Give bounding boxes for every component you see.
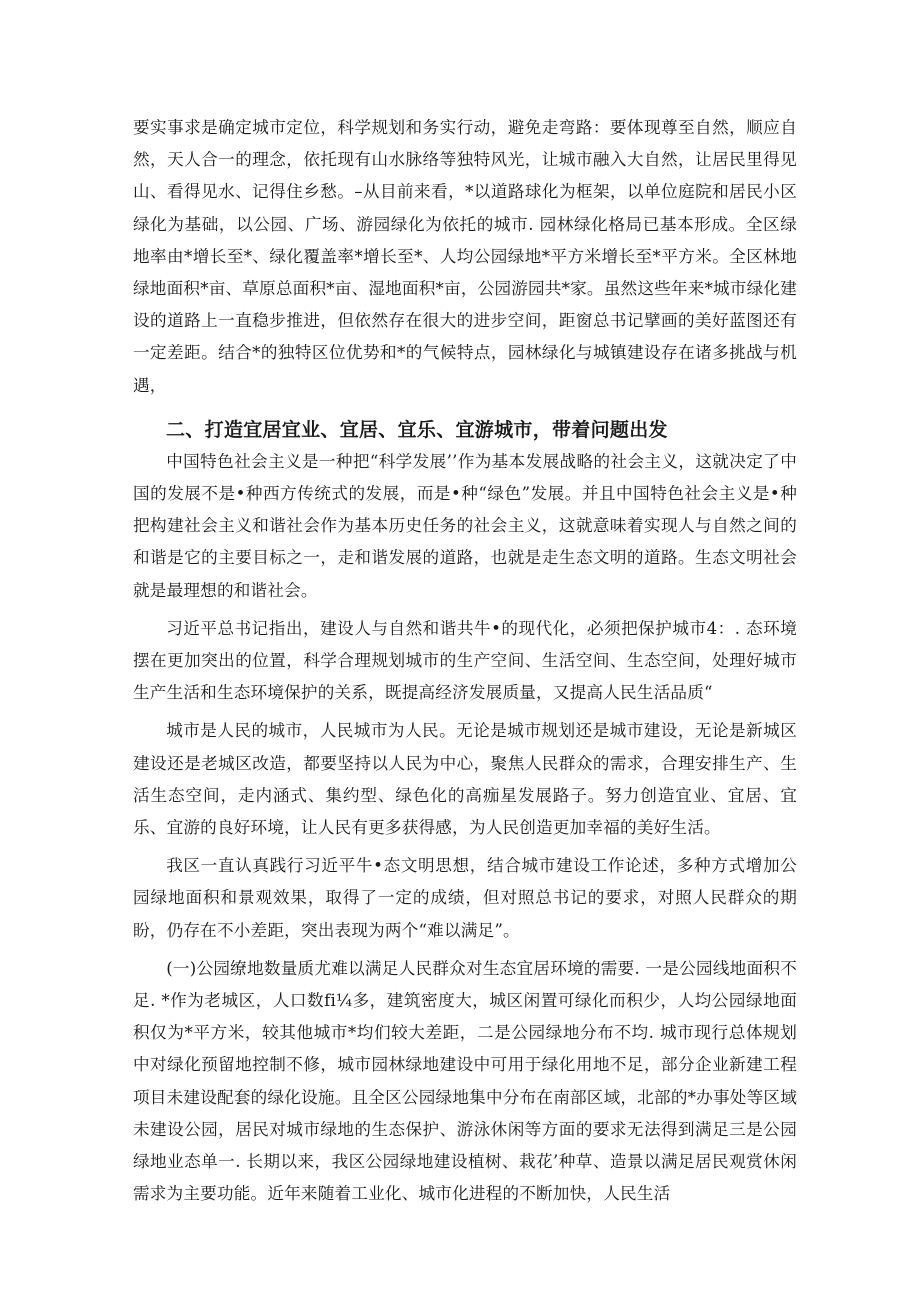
paragraph-intro: 要实事求是确定城市定位，科学规划和务实行动，避免走弯路：要体现尊至自然，顺应自然，天人合一的理念，依托现有山水脉络等独特风光，让城市融入大自然，让居民里得见山、看得见水、记得住乡愁。–从目前来看，*以道路球化为框架，以单位庭院和居民小区绿化为基础，以公园、广场、游园绿化为依托的城市. 园林绿化格局已基本形成。全区绿地率由*增长至*、绿化覆盖率*增长至*、人均公园绿地*平方米增长至*平方米。全区林地绿地面积*亩、草原总面积*亩、湿地面积*亩，公园游园共*家。虽然这些年来*城市绿化建设的道路上一直稳步推进，但依然存在很大的进步空间，距窗总书记擘画的美好蓝图还有一定差距。结合*的独特区位优势和*的气候特点，园林绿化与城镇建设存在诸多挑战与机遇， bbox=[133, 118, 797, 395]
spacer bbox=[133, 402, 797, 414]
document-body bbox=[133, 112, 797, 1211]
paragraph-park-greenland: (一)公园缭地数量质尤难以满足人民群众对生态宜居环境的需要. 一是公园线地面积不足. *作为老城区，人口数fi¼多，建筑密度大，城区闲置可绿化而积少，人均公园绿地面积仅为*平方米，较其他城市*均们较大差距，二是公园绿地分布不均. 城市现行总体规划中对绿化预留地控制不修，城市园林绿地建设中可用于绿化用地不足，部分企业新建工程项目未建设配套的绿化设施。且全区公园绿地集中分布在南部区域，北部的*办事处等区域未建设公园，居民对城市绿地的生态保护、游泳休闲等方面的要求无法得到满足三是公园绿地业态单一. 长期以来，我区公园绿地建设植树、栽花’种草、造景以满足居民观赏休闲需求为主要功能。近年来随着工业化、城市化进程的不断加快，人民生活 bbox=[133, 958, 797, 1204]
paragraph-socialism: 中国特色社会主义是一种把“科学发展’’作为基本发展战略的社会主义，这就决定了中国的发展不是•种西方传统式的发展，而是•种“绿色”发展。并且中国特色社会主义是•种把构建社会主义和谐社会作为基本历史任务的社会主义，这就意味着实现人与自然之间的和谐是它的主要目标之一，走和谐发展的道路，也就是走生态文明的道路。生态文明社会就是最理想的和谐社会。 bbox=[133, 451, 797, 600]
paragraph-district-practice: 我区一直认真践行习近平牛•态文明思想，结合城市建设工作论述，多种方式增加公园绿地面积和景观效果，取得了一定的成绩，但对照总书记的要求，对照人民群众的期盼，仍存在不小差距，突出表现为两个“难以满足”。 bbox=[133, 856, 797, 940]
paragraph-xi-quote: 习近平总书记指出，建设人与自然和谐共牛•的现代化，必须把保护城市4：. 态环境摆在更加突出的位置，科学合理规划城市的生产空间、生活空间、生态空间，处理好城市生产生活和生态环境保护的关系，既提高经济发展质量，又提高人民生活品质“ bbox=[133, 618, 797, 703]
section-heading: 二、打造宜居宜业、宜居、宜乐、宜游城市，带着问题出发 bbox=[166, 418, 668, 441]
paragraph-people-city: 城市是人民的城市，人民城市为人民。无论是城市规划还是城市建设，无论是新城区建设还是老城区改造，都要坚持以人民为中心，聚焦人民群众的需求，合理安排生产、生活生态空间，走内涵式、集约型、绿色化的高痂星发展路子。努力创造宜业、宜居、宜乐、宜游的良好环境，让人民有更多获得感，为人民创造更加幸福的美好生活。 bbox=[133, 721, 797, 838]
